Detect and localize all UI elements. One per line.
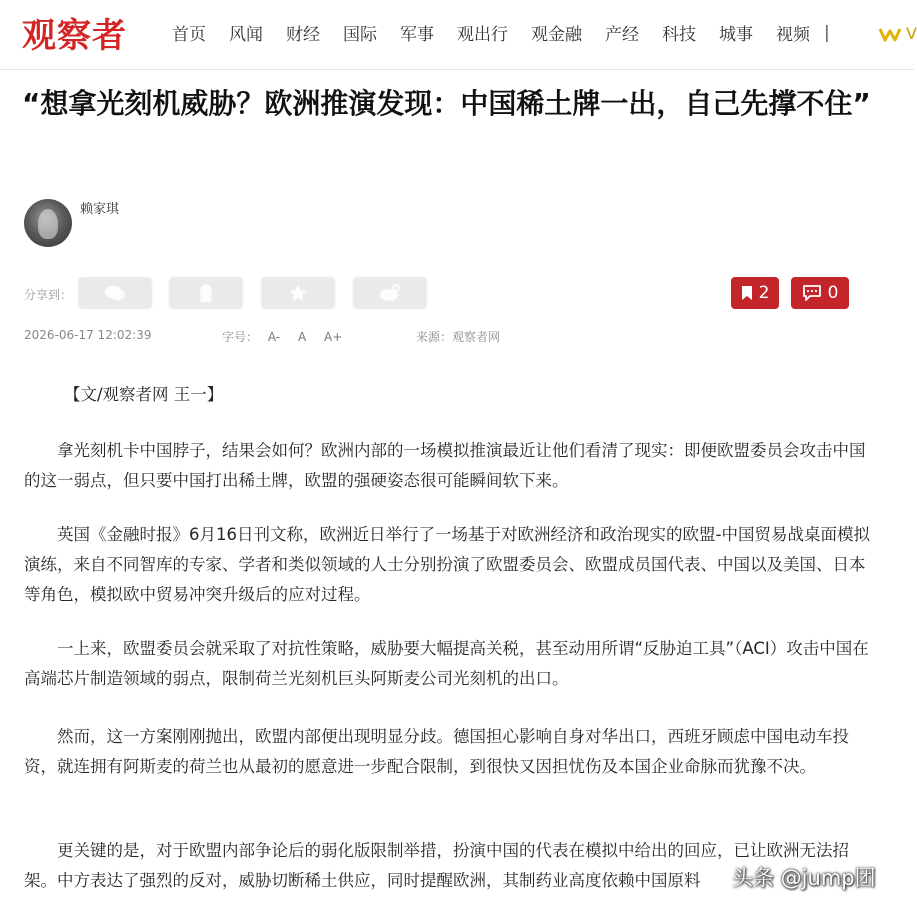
nav-item-mobility[interactable]: 观出行 — [457, 25, 508, 45]
nav-item-city[interactable]: 城事 — [719, 25, 753, 45]
bookmark-icon — [741, 285, 753, 301]
toutiao-watermark: 头条 @jump团 — [732, 866, 876, 890]
vip-link[interactable] — [878, 24, 917, 43]
share-weibo-button[interactable] — [353, 277, 427, 309]
article-paragraph: 拿光刻机卡中国脖子，结果会如何？欧洲内部的一场模拟推演最近让他们看清了现实：即便欧盟委员会攻击中国的这一弱点，但只要中国打出稀土牌，欧盟的强硬姿态很可能瞬间软下来。 — [24, 441, 866, 490]
nav-item-industry[interactable]: 产经 — [605, 25, 639, 45]
comment-button[interactable] — [791, 277, 849, 309]
article-title: “想拿光刻机威胁？欧洲推演发现：中国稀土牌一出，自己先撑不住” — [22, 87, 871, 120]
share-wechat-button[interactable] — [78, 277, 152, 309]
wechat-icon — [104, 284, 126, 302]
nav-item-military[interactable]: 军事 — [400, 25, 434, 45]
author-name[interactable]: 赖家琪 — [80, 202, 120, 217]
qzone-icon — [288, 283, 308, 303]
site-logo[interactable]: 观察者 — [22, 16, 127, 56]
nav-item-tech[interactable]: 科技 — [662, 25, 696, 45]
font-size-label: 字号： — [222, 330, 259, 344]
nav-item-home[interactable]: 首页 — [172, 25, 206, 45]
font-size-default-button[interactable]: A — [297, 330, 307, 344]
nav-item-international[interactable]: 国际 — [343, 25, 377, 45]
font-size-increase-button[interactable]: A+ — [324, 330, 343, 344]
main-nav — [172, 20, 844, 45]
weibo-icon — [379, 284, 401, 302]
font-size-decrease-button[interactable]: A- — [267, 330, 281, 344]
share-qq-button[interactable] — [169, 277, 243, 309]
vip-text: V — [906, 24, 917, 43]
qq-icon — [197, 283, 215, 303]
article-source: 来源：观察者网 — [416, 330, 501, 344]
article-paragraph: 然而，这一方案刚刚抛出，欧盟内部便出现明显分歧。德国担心影响自身对华出口，西班牙顾虑中国电动车投资，就连拥有阿斯麦的荷兰也从最初的愿意进一步配合限制，到很快又因担忧伤及本国企业命脉而犹豫不决。 — [24, 727, 849, 776]
site-header — [0, 0, 917, 70]
bookmark-count: 2 — [758, 283, 770, 303]
vip-icon — [878, 26, 902, 42]
article-byline: 【文/观察者网 王一】 — [64, 385, 224, 404]
share-label: 分享到： — [24, 288, 73, 302]
comment-count: 0 — [827, 283, 839, 303]
nav-item-guan-finance[interactable]: 观金融 — [531, 25, 582, 45]
nav-item-video[interactable]: 视频 — [776, 25, 810, 45]
article-paragraph: 更关键的是，对于欧盟内部争论后的弱化版限制举措，扮演中国的代表在模拟中给出的回应，已让欧洲无法招架。中方表达了强烈的反对，威胁切断稀土供应，同时提醒欧洲，其制药业高度依赖中国原料 — [24, 841, 849, 890]
font-size-controls — [222, 328, 342, 345]
comment-icon — [802, 285, 822, 301]
article-paragraph: 一上来，欧盟委员会就采取了对抗性策略，威胁要大幅提高关税，甚至动用所谓“反胁迫工具”（ACI）攻击中国在高端芯片制造领域的弱点，限制荷兰光刻机巨头阿斯麦公司光刻机的出口。 — [24, 639, 869, 688]
share-qzone-button[interactable] — [261, 277, 335, 309]
nav-separator: | — [824, 22, 830, 43]
nav-item-fengwen[interactable]: 风闻 — [229, 25, 263, 45]
author-avatar[interactable] — [24, 199, 72, 247]
article-paragraph: 英国《金融时报》6月16日刊文称，欧洲近日举行了一场基于对欧洲经济和政治现实的欧盟-中国贸易战桌面模拟演练，来自不同智库的专家、学者和类似领域的人士分别扮演了欧盟委员会、欧盟成员国代表、中国以及美国、日本等角色，模拟欧中贸易冲突升级后的应对过程。 — [24, 525, 870, 604]
publish-datetime: 2026-06-17 12:02:39 — [24, 328, 152, 342]
bookmark-button[interactable] — [731, 277, 779, 309]
nav-item-finance[interactable]: 财经 — [286, 25, 320, 45]
